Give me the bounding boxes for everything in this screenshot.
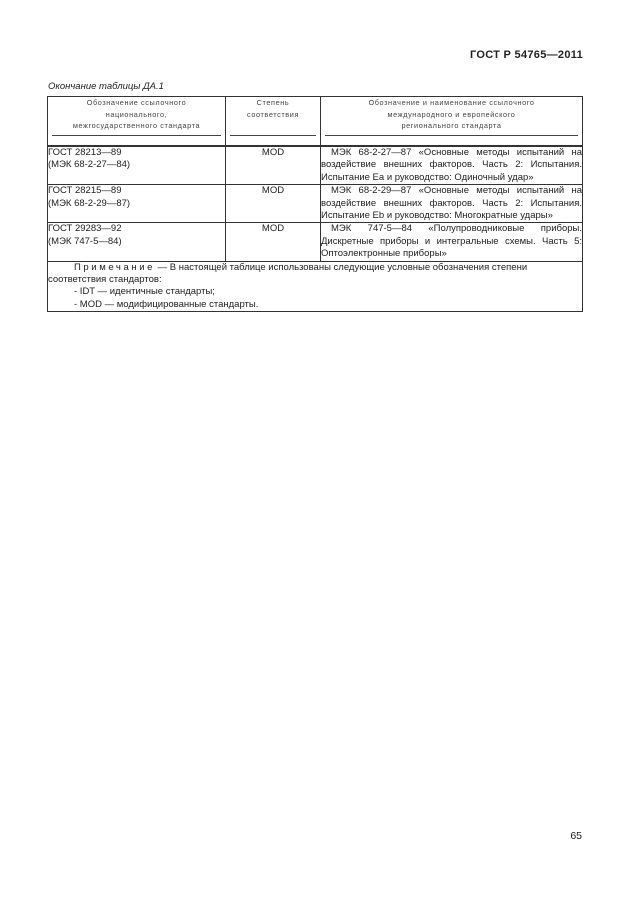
- col-header-national: [48, 97, 226, 147]
- document-designation: ГОСТ Р 54765—2011: [469, 49, 583, 61]
- note-item: - IDT — идентичные стандарты;: [74, 286, 215, 298]
- table-row: [48, 185, 583, 223]
- note-item: - MOD — модифицированные стандарты.: [74, 298, 259, 310]
- note-label: Примечание: [74, 261, 155, 273]
- international-standard: МЭК 747-5—84 «Полупроводниковые приборы. Дискретные приборы и интегральные схемы. Часть 5: Оптоэлектронные приборы»: [321, 223, 582, 260]
- col-header-line: соответствия: [247, 109, 299, 119]
- col-header-line: Обозначение ссылочного: [86, 98, 187, 107]
- table-row: [48, 223, 583, 261]
- cell-international: [321, 223, 583, 261]
- table-header-row: [48, 97, 583, 147]
- reference-standards-table: [47, 96, 583, 312]
- col-header-line: регионального стандарта: [401, 121, 502, 131]
- table-caption: Окончание таблицы ДА.1: [48, 81, 164, 92]
- col-header-international: [321, 97, 583, 147]
- col-header-line: международного и европейского: [387, 109, 516, 119]
- cell-national: [48, 146, 226, 185]
- international-standard: МЭК 68-2-27—87 «Основные методы испытаний на воздействие внешних факторов. Часть 2: Испытания. Испытание Еа и руководство: Одиночный удар»: [321, 147, 582, 183]
- table-row: [48, 146, 583, 185]
- national-standard: ГОСТ 28215—89: [48, 185, 122, 197]
- col-header-line: Обозначение и наименование ссылочного: [368, 98, 535, 107]
- cell-degree: MOD: [226, 146, 321, 185]
- national-standard: ГОСТ 28213—89: [48, 147, 122, 158]
- national-standard: ГОСТ 29283—92: [48, 223, 122, 235]
- national-standard-ref: (МЭК 68-2-29—87): [48, 197, 131, 209]
- col-header-line: Степень: [256, 98, 290, 107]
- cell-degree: MOD: [226, 185, 321, 223]
- note-text: — В настоящей таблице использованы следующие условные обозначения степени соответствия стандартов:: [48, 261, 528, 286]
- col-header-line: национального,: [105, 109, 168, 119]
- national-standard-ref: (МЭК 68-2-27—84): [48, 159, 131, 171]
- international-standard: МЭК 68-2-29—87 «Основные методы испытаний на воздействие внешних факторов. Часть 2: Испытания. Испытание Eb и руководство: Многократные удары»: [321, 185, 582, 222]
- col-header-line: межгосударственного стандарта: [72, 121, 201, 131]
- cell-national: [48, 223, 226, 261]
- cell-international: [321, 146, 583, 185]
- note-row: [48, 261, 583, 312]
- table-note: [48, 261, 583, 312]
- cell-national: [48, 185, 226, 223]
- national-standard-ref: (МЭК 747-5—84): [48, 235, 122, 247]
- cell-degree: MOD: [226, 223, 321, 261]
- page-number: 65: [570, 830, 582, 842]
- cell-international: [321, 185, 583, 223]
- col-header-degree: [226, 97, 321, 147]
